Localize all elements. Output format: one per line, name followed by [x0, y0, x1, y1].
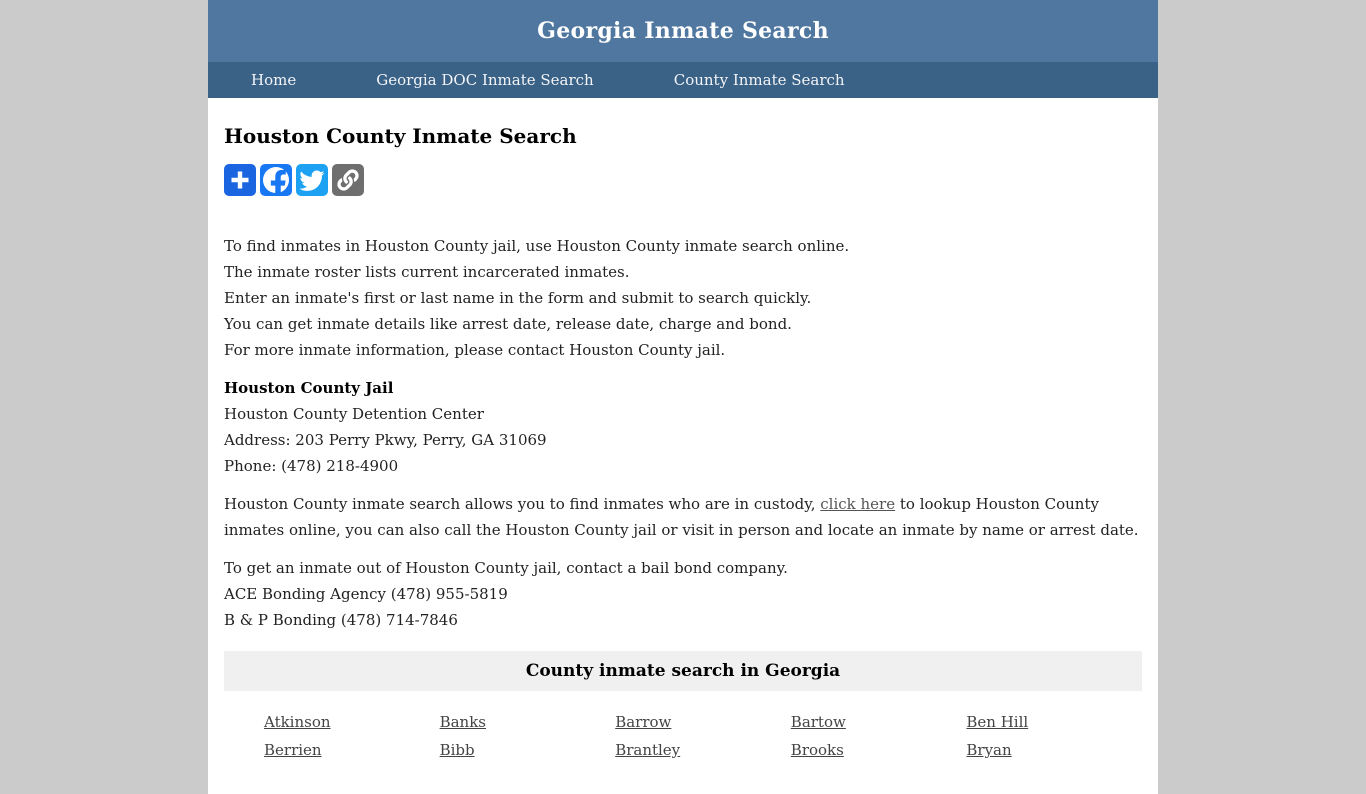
nav-item-county-inmate-search[interactable]: County Inmate Search	[673, 71, 845, 89]
bail-agency-bp: B & P Bonding (478) 714-7846	[224, 611, 458, 629]
intro-line: To find inmates in Houston County jail, use Houston County inmate search online.	[224, 237, 850, 255]
main-content	[208, 124, 1158, 794]
custody-text-after: to lookup Houston County inmates online, you can also call the Houston County jail or visit in person and locate an inmate by name or arrest date.	[224, 495, 1139, 539]
share-buttons-row	[224, 164, 1142, 196]
county-section-header	[224, 651, 1142, 691]
custody-paragraph	[224, 491, 1142, 543]
plus-share-icon	[224, 164, 256, 196]
copy-link-button[interactable]	[332, 164, 364, 196]
facebook-button[interactable]	[260, 164, 292, 196]
county-link[interactable]: Barrow	[615, 713, 672, 731]
twitter-button[interactable]	[296, 164, 328, 196]
page-wrapper	[208, 0, 1158, 794]
county-section-title: County inmate search in Georgia	[525, 661, 841, 681]
facebook-icon	[260, 164, 292, 196]
county-link[interactable]: Bryan	[966, 741, 1012, 759]
intro-line: The inmate roster lists current incarcerated inmates.	[224, 263, 630, 281]
county-link[interactable]: Brantley	[615, 741, 681, 759]
intro-line: You can get inmate details like arrest date, release date, charge and bond.	[224, 315, 792, 333]
jail-info-block	[224, 375, 1142, 479]
intro-paragraph	[224, 233, 1142, 363]
site-title: Georgia Inmate Search	[537, 18, 829, 44]
nav-item-home[interactable]: Home	[251, 71, 297, 89]
link-icon	[332, 164, 364, 196]
county-link[interactable]: Ben Hill	[966, 713, 1029, 731]
county-link[interactable]: Berrien	[264, 741, 322, 759]
share-button[interactable]	[224, 164, 256, 196]
nav-item-georgia-doc-inmate-search[interactable]: Georgia DOC Inmate Search	[376, 71, 594, 89]
custody-text-before: Houston County inmate search allows you to find inmates who are in custody,	[224, 495, 821, 513]
click-here-link[interactable]: click here	[820, 495, 896, 513]
bail-intro-line: To get an inmate out of Houston County jail, contact a bail bond company.	[224, 559, 788, 577]
main-navigation	[208, 62, 1158, 98]
intro-line: Enter an inmate's first or last name in the form and submit to search quickly.	[224, 289, 812, 307]
county-link[interactable]: Brooks	[790, 741, 844, 759]
site-header	[208, 0, 1158, 62]
county-link[interactable]: Bibb	[439, 741, 475, 759]
jail-detention-center: Houston County Detention Center	[224, 405, 484, 423]
bail-agency-ace: ACE Bonding Agency (478) 955-5819	[224, 585, 508, 603]
page-title: Houston County Inmate Search	[224, 124, 577, 148]
jail-name: Houston County Jail	[224, 379, 394, 397]
jail-phone: Phone: (478) 218-4900	[224, 457, 399, 475]
bail-bond-block	[224, 555, 1142, 633]
jail-address: Address: 203 Perry Pkwy, Perry, GA 31069	[224, 431, 547, 449]
twitter-icon	[296, 164, 328, 196]
county-links-grid	[224, 708, 1142, 764]
intro-line: For more inmate information, please contact Houston County jail.	[224, 341, 726, 359]
county-link[interactable]: Banks	[439, 713, 487, 731]
county-link[interactable]: Atkinson	[264, 713, 331, 731]
county-link[interactable]: Bartow	[790, 713, 846, 731]
